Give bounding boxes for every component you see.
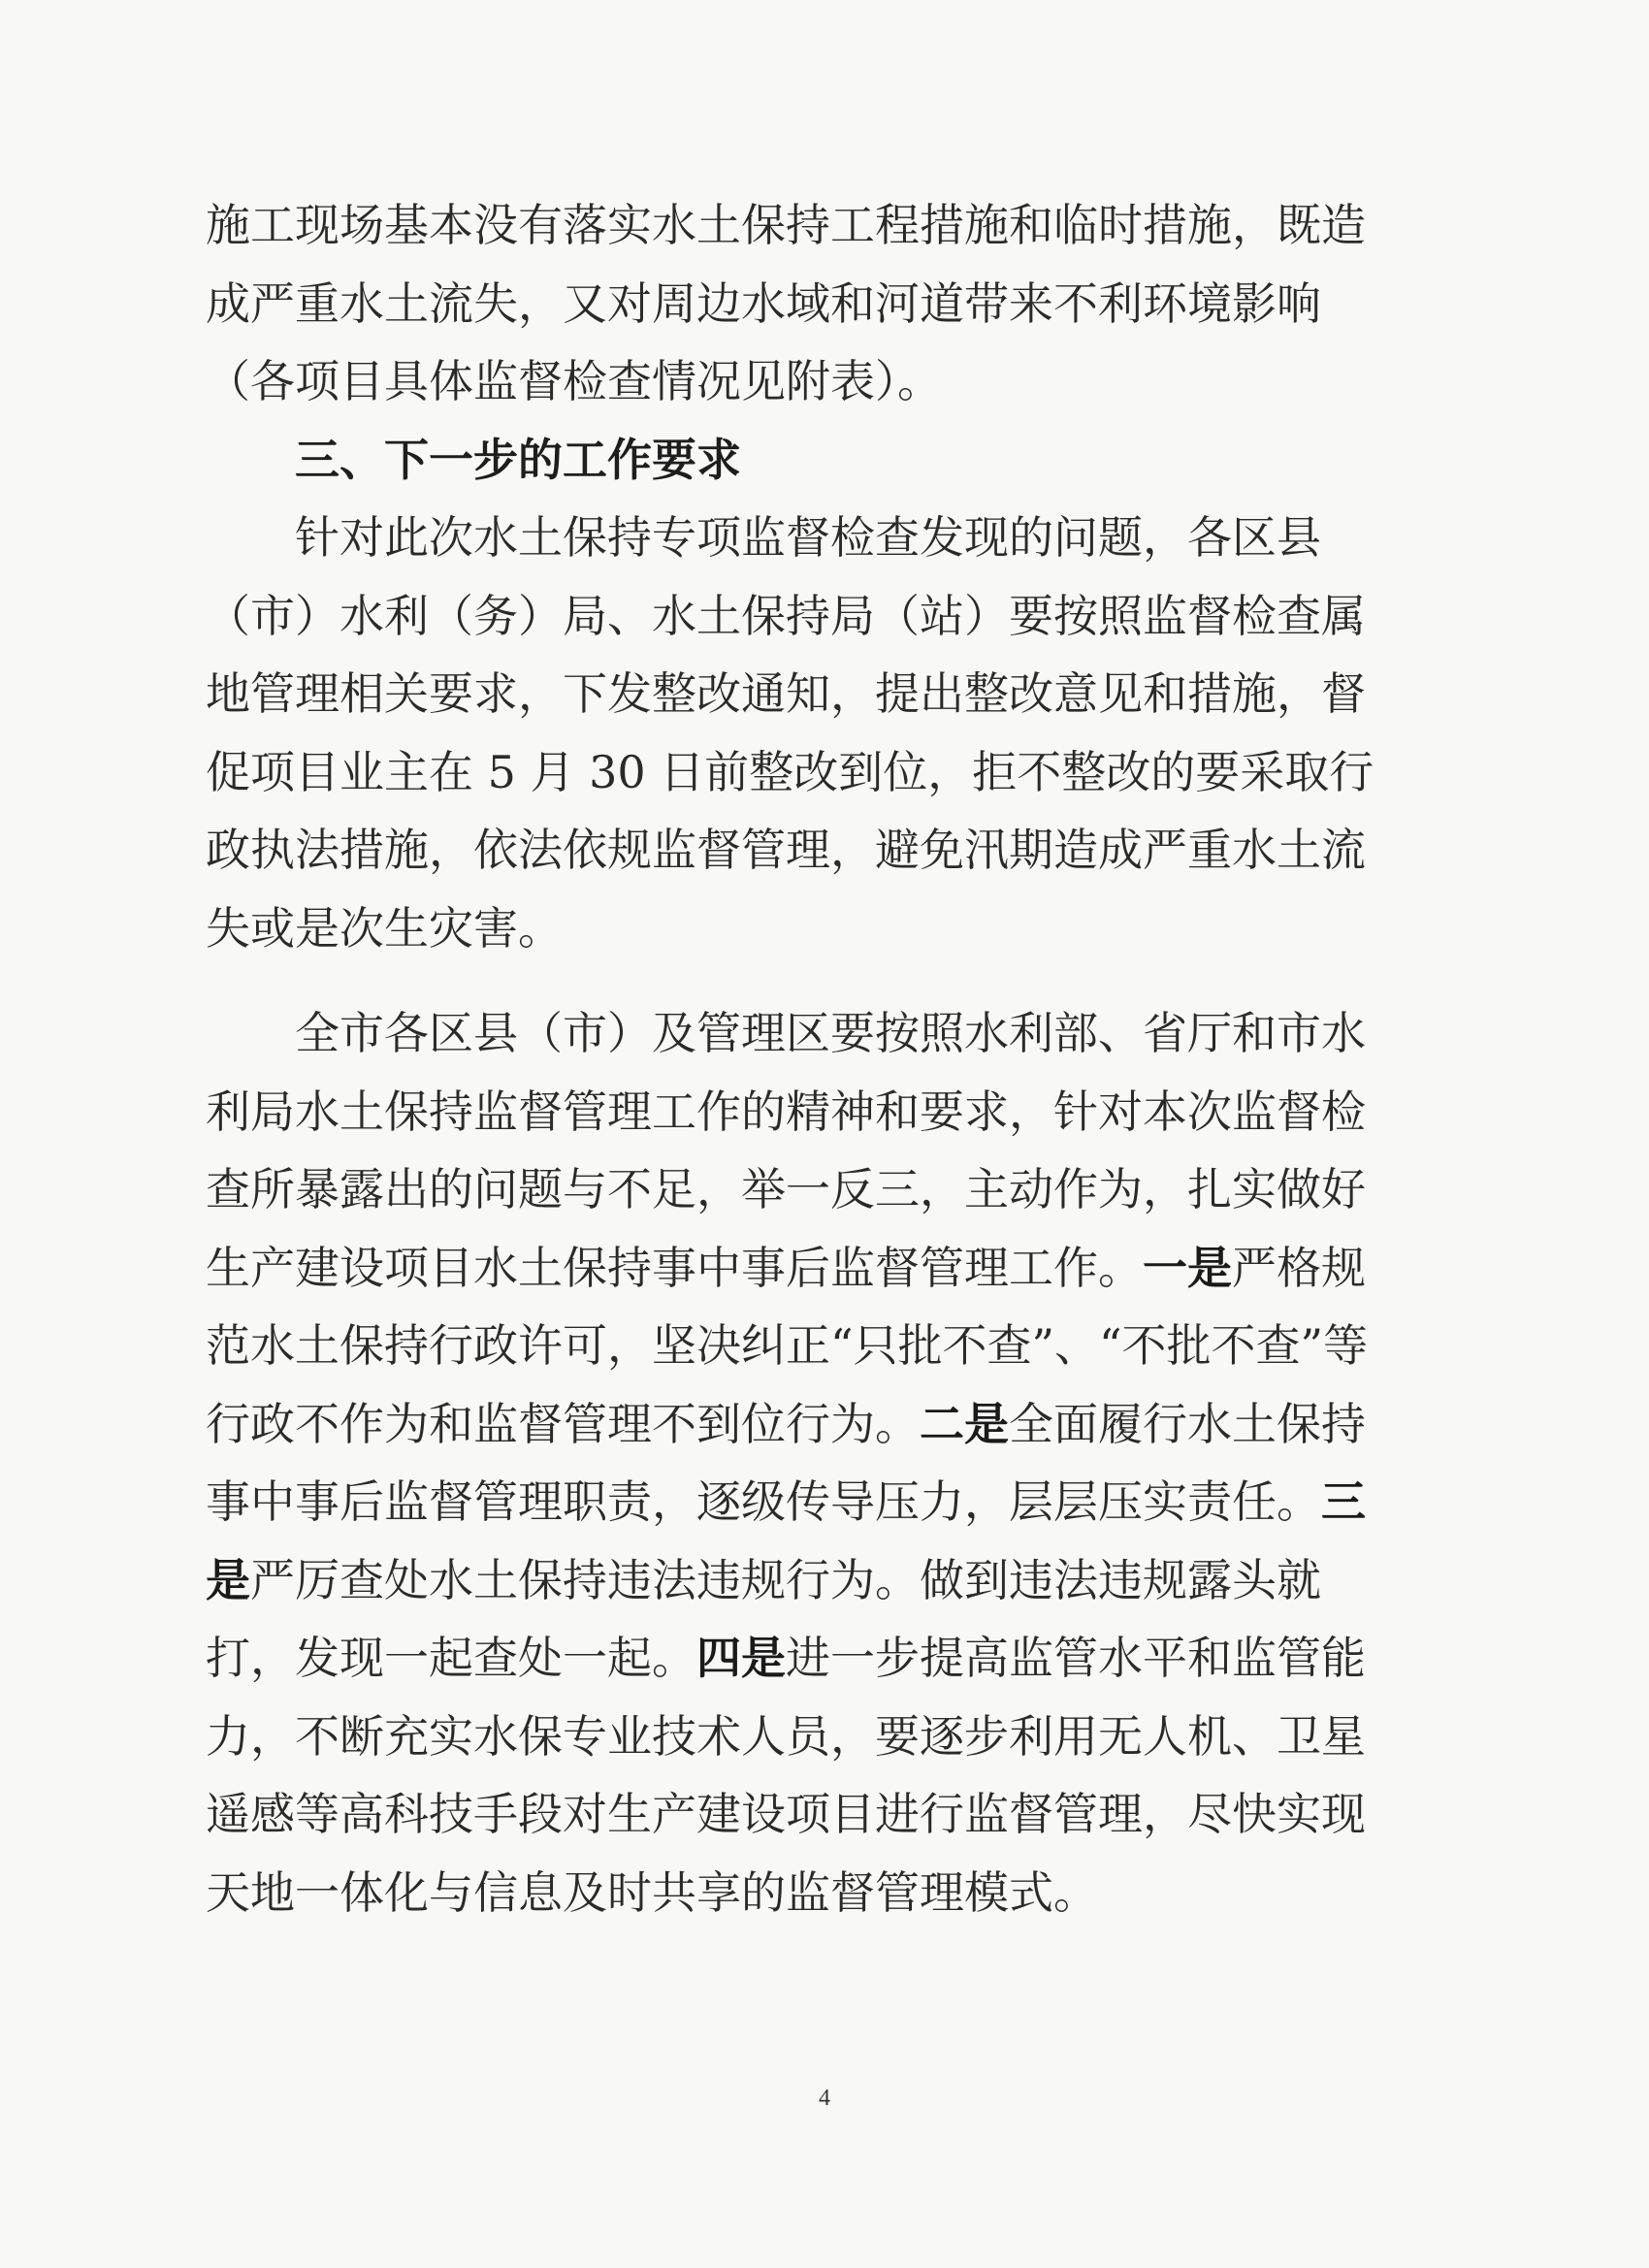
paragraph-line	[206, 1541, 1341, 1620]
paragraph-line	[206, 1385, 1366, 1464]
paragraph-line: 查所暴露出的问题与不足，举一反三，主动作为，扎实做好	[206, 1163, 1366, 1215]
text-segment: 严格规	[1232, 1241, 1366, 1294]
paragraph-line: 遥感等高科技手段对生产建设项目进行监督管理，尽快实现	[206, 1788, 1366, 1840]
section-heading: 三、下一步的工作要求	[295, 433, 741, 486]
paragraph-line	[206, 1463, 1366, 1541]
paragraph-line: 利局水土保持监督管理工作的精神和要求，针对本次监督检	[206, 1085, 1366, 1138]
paragraph-line: 失或是次生灾害。	[206, 901, 563, 955]
emphasis-label: 四是	[696, 1632, 786, 1684]
text-segment: 打，发现一起查处一起。	[206, 1632, 696, 1684]
text-segment: 严厉查处水土保持违法违规行为。做到违法违规露头就	[250, 1553, 1321, 1606]
paragraph-line: 促项目业主在 5 月 30 日前整改到位，拒不整改的要采取行	[206, 745, 1374, 798]
paragraph-line: 力，不断充实水保专业技术人员，要逐步利用无人机、卫星	[206, 1709, 1366, 1763]
paragraph-line: 地管理相关要求，下发整改通知，提出整改意见和措施，督	[206, 667, 1366, 720]
emphasis-label: 二是	[920, 1397, 1009, 1450]
paragraph-line: 天地一体化与信息及时共享的监督管理模式。	[206, 1865, 1098, 1919]
text-segment: 事中事后监督管理职责，逐级传导压力，层层压实责任。	[206, 1475, 1321, 1528]
paragraph-line: （市）水利（务）局、水土保持局（站）要按照监督检查属	[206, 589, 1366, 642]
paragraph-line	[206, 1229, 1366, 1308]
paragraph-line: （各项目具体监督检查情况见附表）。	[206, 355, 942, 407]
emphasis-label: 一是	[1143, 1241, 1232, 1294]
text-segment: 生产建设项目水土保持事中事后监督管理工作。	[206, 1241, 1143, 1294]
paragraph-line: 全市各区县（市）及管理区要按照水利部、省厅和市水	[295, 1007, 1366, 1059]
page-number: 4	[819, 2086, 830, 2111]
document-body	[206, 186, 1374, 1931]
text-segment: 行政不作为和监督管理不到位行为。	[206, 1397, 920, 1450]
emphasis-label: 三	[1321, 1475, 1366, 1528]
paragraph-line: 针对此次水土保持专项监督检查发现的问题，各区县	[295, 511, 1321, 564]
paragraph-line: 施工现场基本没有落实水土保持工程措施和临时措施，既造	[206, 199, 1366, 251]
paragraph-line: 成严重水土流失，又对周边水域和河道带来不利环境影响	[206, 276, 1321, 330]
paragraph-line	[206, 1619, 1366, 1698]
paragraph-spacer	[206, 967, 1341, 994]
text-segment: 进一步提高监管水平和监管能	[786, 1632, 1366, 1684]
paragraph-line: 政执法措施，依法依规监督管理，避免汛期造成严重水土流	[206, 824, 1366, 876]
text-segment: 全面履行水土保持	[1009, 1397, 1366, 1450]
paragraph-line: 范水土保持行政许可，坚决纠正“只批不查”、“不批不查”等	[206, 1319, 1369, 1372]
emphasis-label: 是	[206, 1553, 250, 1606]
